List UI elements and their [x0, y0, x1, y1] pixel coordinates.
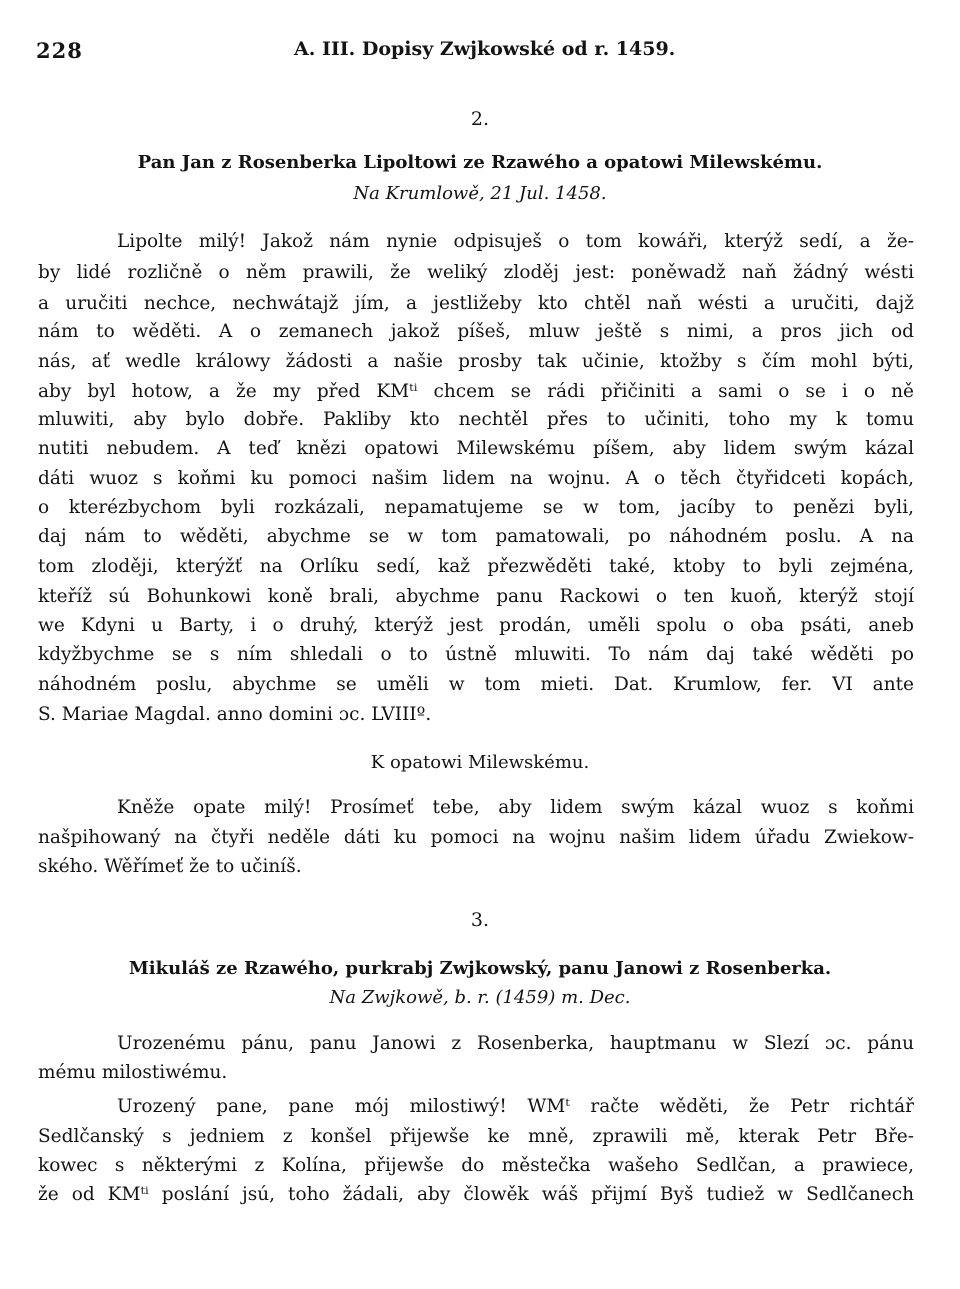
- text-line: o kterézbychom byli rozkázali, nepamatujeme se w tom, jacíby to penězi byli,: [38, 497, 914, 518]
- text-line: Lipolte milý! Jakož nám nynie odpisuješ o tom kowáři, kterýž sedí, a že-: [117, 231, 914, 252]
- text-line: kteříž sú Bohunkowi koně brali, abychme panu Rackowi o ten kuoň, kterýž stojí: [38, 586, 914, 607]
- place-date: Na Zwjkowě, b. r. (1459) m. Dec.: [329, 987, 631, 1008]
- text-line: daj nám to wěděti, abychme se w tom pamatowali, po náhodném poslu. A na: [38, 526, 914, 547]
- text-line: a uručiti nechce, nechwátajž jím, a jestližeby kto chtěl naň wésti a uručiti, dajž: [38, 293, 914, 314]
- letter-heading: Pan Jan z Rosenberka Lipoltowi ze Rzawého a opatowi Milewskému.: [137, 152, 823, 173]
- text-line: mluwiti, aby bylo dobře. Pakliby kto nechtěl přes to učiniti, toho my k tomu: [38, 409, 914, 430]
- running-title: A. III. Dopisy Zwjkowské od r. 1459.: [294, 38, 676, 60]
- text-line: dáti wuoz s koňmi ku pomoci našim lidem na wojnu. A o těch čtyřidceti kopách,: [38, 468, 914, 489]
- text-line: ského. Wěřímeť že to učiníš.: [38, 856, 302, 877]
- text-line: we Kdyni u Barty, i o druhý, kterýž jest prodán, uměli spolu o oba psáti, aneb: [38, 615, 914, 636]
- letter-heading: Mikuláš ze Rzawého, purkrabj Zwjkowský, panu Janowi z Rosenberka.: [128, 958, 832, 979]
- text-line: nám to wěděti. A o zemanech jakož píšeš, mluw ještě s nimi, a pros jich od: [38, 321, 914, 342]
- text-line: kdyžbychme se s ním shledali o to ústně mluwiti. To nám daj také wěděti po: [38, 644, 914, 665]
- running-header: [36, 38, 676, 63]
- text-line: nutiti nebudem. A teď knězi opatowi Milewskému píšem, aby lidem swým kázal: [38, 438, 914, 459]
- place-date: Na Krumlowě, 21 Jul. 1458.: [353, 183, 607, 204]
- section-number: 2.: [470, 108, 490, 130]
- text-line: že od KMᵗⁱ poslání jsú, toho žádali, aby člowěk wáš přijmí Byš tudiež w Sedlčanech: [38, 1184, 914, 1205]
- letter-heading: K opatowi Milewskému.: [370, 752, 590, 773]
- text-line: tom zloději, kterýžť na Orlíku sedí, kaž přezwěděti také, ktoby to byli zejména,: [38, 556, 914, 577]
- text-line: S. Mariae Magdal. anno domini ɔc. LVIIIº.: [38, 704, 432, 725]
- text-line: Urozený pane, pane mój milostiwý! WMᵗ račte wěděti, že Petr richtář: [117, 1096, 914, 1117]
- text-line: aby byl hotow, a že my před KMᵗⁱ chcem se rádi přičiniti a sami o se i o ně: [38, 381, 914, 402]
- text-line: Kněže opate milý! Prosímeť tebe, aby lidem swým kázal wuoz s koňmi: [117, 797, 914, 818]
- text-line: našpihowaný na čtyři neděle dáti ku pomoci na wojnu našim lidem úřadu Zwiekow-: [38, 827, 914, 848]
- text-line: by lidé rozličně o něm prawili, že weliký zloděj jest: poněwadž naň žádný wésti: [38, 262, 914, 283]
- section-number: 3.: [470, 909, 490, 931]
- text-line: kowec s některými z Kolína, přijewše do městečka wašeho Sedlčan, a prawiece,: [38, 1155, 914, 1176]
- page-number: 228: [36, 38, 83, 63]
- text-line: Sedlčanský s jedniem z konšel přijewše ke mně, zprawili mě, kterak Petr Bře-: [38, 1126, 914, 1147]
- text-line: mému milostiwému.: [38, 1062, 228, 1083]
- text-line: náhodném poslu, abychme se uměli w tom mieti. Dat. Krumlow, fer. VI ante: [38, 674, 914, 695]
- text-line: nás, ať wedle králowy žádosti a našie prosby tak učinie, ktožby s čím mohl býti,: [38, 351, 914, 372]
- text-line: Urozenému pánu, panu Janowi z Rosenberka, hauptmanu w Slezí ɔc. pánu: [117, 1033, 914, 1054]
